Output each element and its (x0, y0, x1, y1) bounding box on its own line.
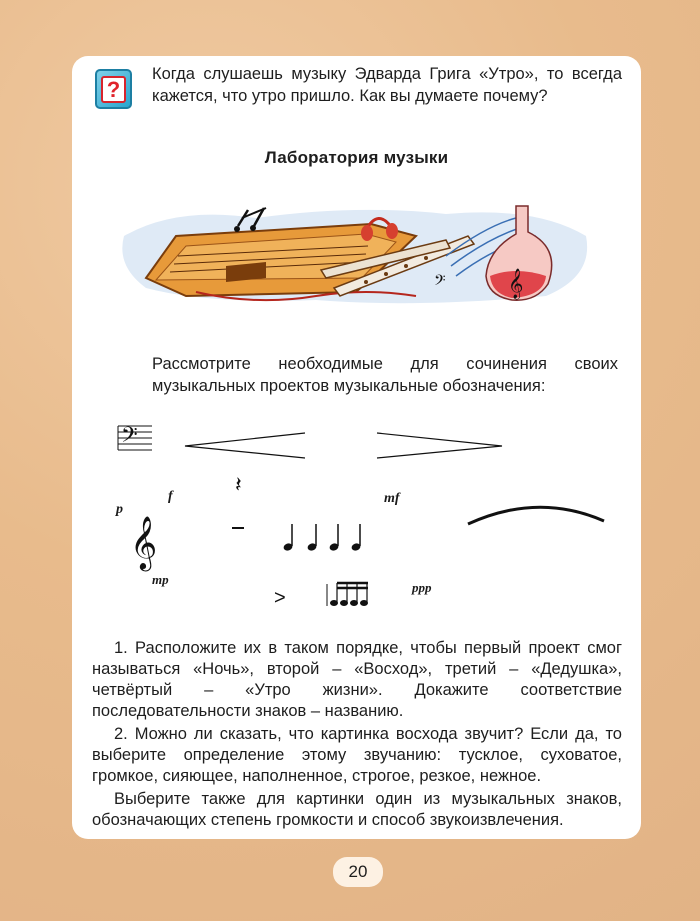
sixteenth-notes-icon (327, 583, 368, 606)
mezzo-forte-dynamic: mf (384, 491, 400, 506)
instruction-text: Рассмотрите необходимые для сочинения своих музыкальных проектов музыкальные обозначения: (152, 355, 618, 395)
section-title: Лаборатория музыки (264, 148, 449, 167)
piano-dynamic: p (116, 502, 123, 517)
task-3: Выберите также для картинки один из музыкальных знаков, обозначающих степень громкости и способ звукоизвлечения. (92, 790, 622, 829)
music-lab-illustration (116, 196, 596, 316)
music-symbols-panel (72, 406, 641, 626)
bass-clef-icon (118, 422, 152, 452)
content-card (72, 56, 641, 839)
accent-icon: > (274, 587, 286, 609)
question-mark-glyph: ? (101, 76, 126, 103)
mezzo-piano-dynamic: mp (152, 572, 169, 587)
task-1: 1. Расположите их в таком порядке, чтобы первый проект смог называться «Ночь», второй – «Восход», третий – «Дедушка», четвёртый – «Утро жизни». Докажите соответствие последовательности знаков – названию. (92, 639, 622, 720)
task-2: 2. Можно ли сказать, что картинка восхода звучит? Если да, то выберите определение этому звучанию: тусклое, суховатое, громкое, сияющее, наполненное, строгое, резкое, нежное. (92, 725, 622, 785)
diminuendo-icon (377, 433, 502, 458)
quarter-notes-icon (283, 524, 362, 552)
slur-arc-icon (468, 507, 604, 524)
svg-text:𝄢: 𝄢 (121, 422, 138, 452)
rest-icon: 𝄽 (235, 472, 242, 497)
crescendo-icon (185, 433, 305, 458)
pianississimo-dynamic: ppp (412, 580, 432, 595)
tasks-block (92, 638, 622, 833)
intro-question-text: Когда слушаешь музыку Эдварда Грига «Утро», то всегда кажется, что утро пришло. Как вы думаете почему? (152, 65, 622, 105)
question-mark-icon (95, 69, 132, 109)
forte-dynamic: f (168, 489, 173, 504)
treble-clef-small-icon: 𝄞 (508, 268, 524, 298)
bass-clef-small-icon: 𝄢 (434, 272, 446, 292)
treble-clef-icon: 𝄞 (130, 516, 158, 568)
page-number: 20 (333, 857, 383, 887)
